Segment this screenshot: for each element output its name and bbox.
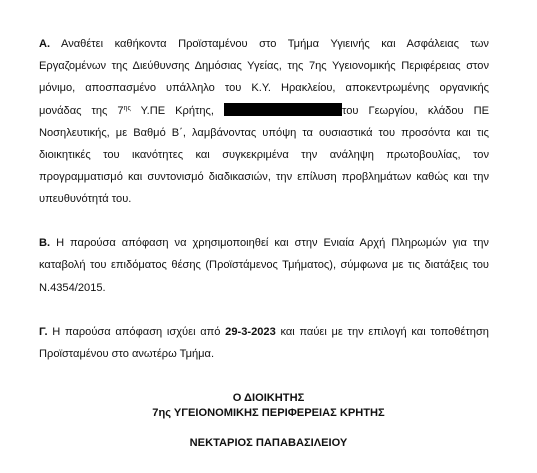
effective-date: 29-3-2023 [225, 326, 276, 338]
section-b-marker: Β. [39, 237, 51, 249]
section-a-line-2: Εργαζομένων της Διεύθυνσης Δημόσιας Υγείας, της 7ης Υγειονομικής Περιφέρειας στον [39, 60, 489, 72]
section-a-line-3: μόνιμο, αποσπασμένο υπάλληλο του Κ.Υ. Ηρακλείου, αποκεντρωμένης οργανικής [39, 82, 489, 94]
section-a-line-6: διοικητικές του ικανότητες και συγκεκριμένα την ανάληψη πρωτοβουλίας, τον [39, 149, 489, 161]
section-b-line-2: καταβολή του επιδόματος θέσης (Προϊστάμενος Τμήματος), σύμφωνα με τις διατάξεις του [39, 259, 489, 271]
signature-name: ΝΕΚΤΑΡΙΟΣ ΠΑΠΑΒΑΣΙΛΕΙΟΥ [189, 437, 348, 449]
section-a-line-7: προγραμματισμό και συντονισμό διαδικασιών, την επίλυση προβλημάτων καθώς και την [39, 171, 489, 183]
section-b-line-3: Ν.4354/2015. [39, 282, 106, 294]
section-a-line-8: υπευθυνότητά του. [39, 193, 132, 205]
section-a-line-5: Νοσηλευτικής, με Βαθμό Β΄, λαμβάνοντας υπόψη τα ουσιαστικά του προσόντα και τις [39, 127, 489, 139]
signature-organization: 7ης ΥΓΕΙΟΝΟΜΙΚΗΣ ΠΕΡΙΦΕΡΕΙΑΣ ΚΡΗΤΗΣ [152, 407, 385, 419]
redacted-name-block [224, 103, 342, 116]
section-c-marker: Γ. [39, 326, 48, 338]
section-c-line-1: Γ. Η παρούσα απόφαση ισχύει από 29-3-2023 και παύει με την επιλογή και τοποθέτηση [39, 326, 489, 338]
section-a-marker: Α. [39, 38, 51, 50]
section-a-line-1: Α. Αναθέτει καθήκοντα Προϊσταμένου στο Τμήμα Υγιεινής και Ασφάλειας των [39, 38, 489, 50]
signature-title: Ο ΔΙΟΙΚΗΤΗΣ [232, 392, 305, 404]
section-c-line-2: Προϊσταμένου στο ανωτέρω Τμήμα. [39, 348, 215, 360]
section-b-line-1: Β. Η παρούσα απόφαση να χρησιμοποιηθεί και στην Ενιαία Αρχή Πληρωμών για την [39, 237, 489, 249]
section-a-line-4: μονάδας της $7^{\eta\varsigma}$ Υ.ΠΕ Κρήτης, του Γεωργίου, κλάδου ΠΕ [39, 105, 489, 117]
